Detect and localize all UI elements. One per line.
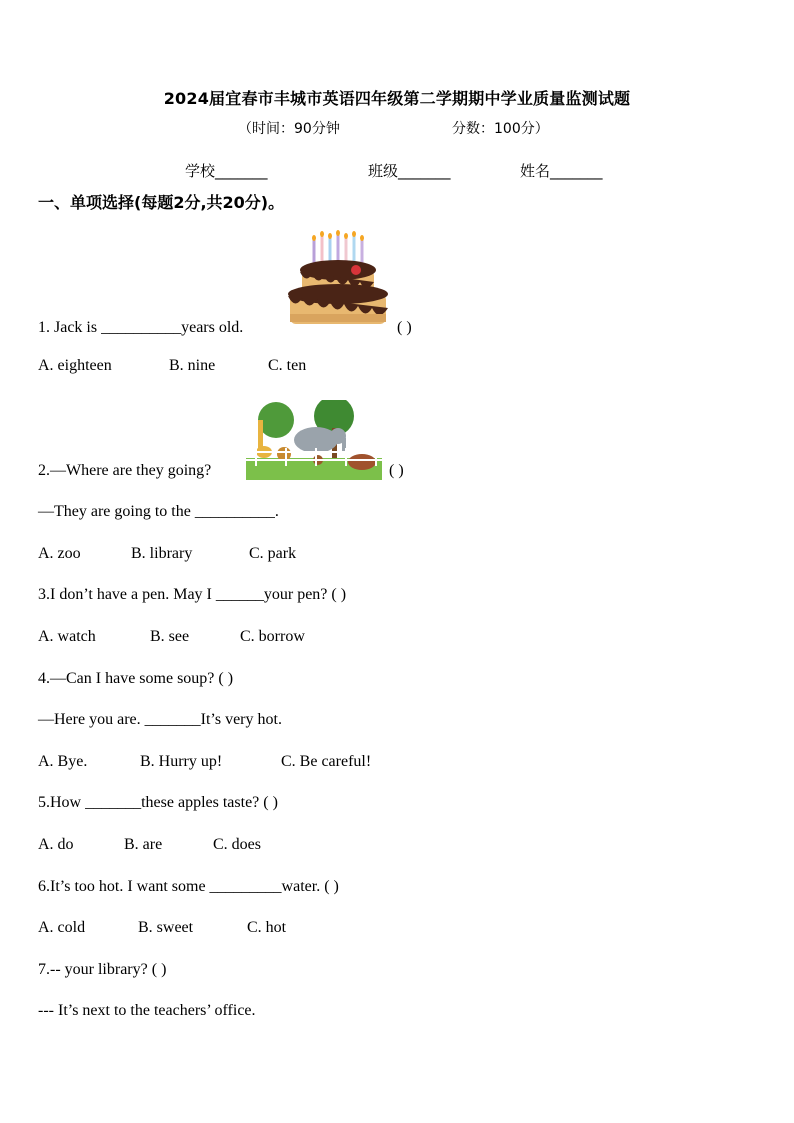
question-6-option-c: C. hot xyxy=(247,919,287,936)
birthday-cake-icon xyxy=(286,230,388,328)
question-2-response: —They are going to the __________. xyxy=(38,503,279,520)
question-4-option-a: A. Bye. xyxy=(38,753,88,770)
question-2-option-a: A. zoo xyxy=(38,545,81,562)
question-5-stem: 5.How _______these apples taste? ( ) xyxy=(38,794,278,811)
question-1-answer-paren: ( ) xyxy=(397,319,412,336)
question-4-response: —Here you are. _______It’s very hot. xyxy=(38,711,282,728)
school-field: 学校_______ xyxy=(185,162,268,180)
question-1-stem: 1. Jack is __________years old. xyxy=(38,319,244,336)
exam-title: 2024届宜春市丰城市英语四年级第二学期期中学业质量监测试题 xyxy=(163,89,631,108)
question-1-option-a: A. eighteen xyxy=(38,357,112,374)
question-2-answer-paren: ( ) xyxy=(389,462,404,479)
question-3-option-b: B. see xyxy=(150,628,190,645)
zoo-animals-icon xyxy=(246,400,382,480)
question-1-option-b: B. nine xyxy=(169,357,216,374)
question-6-option-b: B. sweet xyxy=(138,919,194,936)
name-field: 姓名_______ xyxy=(520,162,603,180)
question-5-option-c: C. does xyxy=(213,836,261,853)
question-3-stem: 3.I don’t have a pen. May I ______your pen? ( ) xyxy=(38,586,347,603)
question-6-stem: 6.It’s too hot. I want some _________water. ( ) xyxy=(38,878,339,895)
exam-time: （时间：90分钟 xyxy=(238,121,340,137)
question-1-option-c: C. ten xyxy=(268,357,307,374)
question-3-option-c: C. borrow xyxy=(240,628,305,645)
question-4-stem: 4.—Can I have some soup? ( ) xyxy=(38,670,234,687)
question-2-option-b: B. library xyxy=(131,545,193,562)
question-7-stem: 7.-- your library? ( ) xyxy=(38,961,167,978)
question-6-option-a: A. cold xyxy=(38,919,86,936)
question-4-option-b: B. Hurry up! xyxy=(140,753,223,770)
exam-score: 分数：100分） xyxy=(452,121,549,137)
question-3-option-a: A. watch xyxy=(38,628,96,645)
question-4-option-c: C. Be careful! xyxy=(281,753,372,770)
class-field: 班级_______ xyxy=(368,162,451,180)
section-heading: 一、单项选择(每题2分,共20分)。 xyxy=(38,193,285,212)
question-5-option-a: A. do xyxy=(38,836,74,853)
question-7-response: --- It’s next to the teachers’ office. xyxy=(38,1002,256,1019)
question-5-option-b: B. are xyxy=(124,836,163,853)
question-2-option-c: C. park xyxy=(249,545,297,562)
question-2-stem: 2.—Where are they going? xyxy=(38,462,212,479)
